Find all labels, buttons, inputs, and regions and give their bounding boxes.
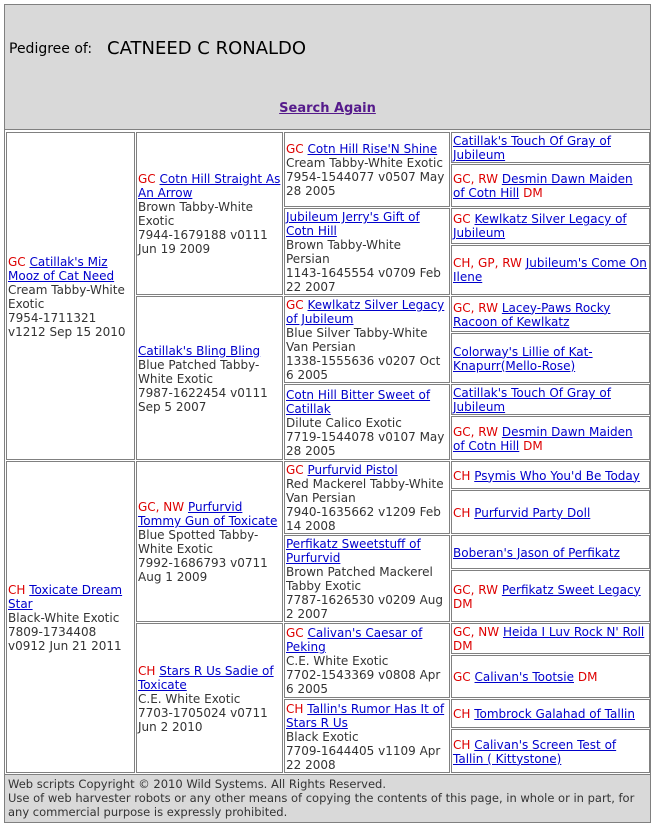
cat-link[interactable]: Kewlkatz Silver Legacy of Jubileum <box>286 298 445 326</box>
title-badge: GC <box>453 670 471 684</box>
cat-name-title: CATNEED C RONALDO <box>107 38 307 59</box>
color-text: Brown Tabby-White Persian <box>286 238 402 266</box>
pedigree-row <box>6 461 650 489</box>
color-text: Brown Tabby-White Exotic <box>138 200 254 228</box>
cat-link[interactable]: Boberan's Jason of Perfikatz <box>453 545 620 560</box>
gen4-cell <box>451 245 650 295</box>
color-text: Black-White Exotic <box>8 610 120 625</box>
gen2-cell <box>136 623 283 773</box>
gen4-cell <box>451 535 650 569</box>
dm-badge: DM <box>523 186 543 200</box>
cat-link[interactable]: Heida I Luv Rock N' Roll <box>502 625 645 639</box>
gen2-cell <box>136 461 283 622</box>
cat-link[interactable]: Perfikatz Sweet Legacy <box>501 582 641 597</box>
cat-link[interactable]: Stars R Us Sadie of Toxicate <box>138 663 274 692</box>
color-text: Red Mackerel Tabby-White Van Persian <box>286 477 444 505</box>
gen2-cell <box>136 296 283 460</box>
title-badge: GC, NW <box>453 625 500 639</box>
gen3-cell <box>284 132 450 207</box>
gen4-cell <box>451 296 650 332</box>
cat-link[interactable]: Tallin's Rumor Has It of Stars R Us <box>286 701 445 730</box>
title-badge: GC <box>286 142 304 156</box>
gen4-cell <box>451 132 650 163</box>
dm-badge: DM <box>577 670 598 684</box>
cat-link[interactable]: Calivan's Caesar of Peking <box>286 626 423 654</box>
registration-text: 1143-1645554 v0709 Feb 22 2007 <box>286 266 441 294</box>
dm-badge: DM <box>453 596 473 611</box>
color-text: Blue Silver Tabby-White Van Persian <box>286 326 428 354</box>
gen1-cell <box>6 132 135 460</box>
gen4-cell <box>451 164 650 207</box>
title-badge: GC, RW <box>453 300 499 315</box>
usage-notice: Use of web harvester robots or any other means of copying the contents of this page, in whole or in part, for any commercial purpose is expressly prohibited. <box>8 791 635 819</box>
registration-text: 7940-1635662 v1209 Feb 14 2008 <box>286 505 441 533</box>
registration-text: 7719-1544078 v0107 May 28 2005 <box>286 429 445 458</box>
title-badge: GC <box>286 463 304 477</box>
registration-text: 7709-1644405 v1109 Apr 22 2008 <box>286 743 441 772</box>
search-again-link[interactable]: Search Again <box>279 101 376 116</box>
cat-link[interactable]: Lacey-Paws Rocky Racoon of Kewlkatz <box>453 300 611 329</box>
footer <box>5 774 650 822</box>
cat-link[interactable]: Purfurvid Pistol <box>307 463 398 477</box>
gen2-cell <box>136 132 283 295</box>
color-text: Cream Tabby-White Exotic <box>8 282 125 311</box>
gen1-cell <box>6 461 135 773</box>
gen4-cell <box>451 416 650 460</box>
gen3-cell <box>284 699 450 773</box>
title-badge: CH <box>8 582 26 597</box>
cat-link[interactable]: Toxicate Dream Star <box>8 582 123 611</box>
cat-link[interactable]: Catillak's Touch Of Gray of Jubileum <box>453 386 611 414</box>
gen4-cell <box>451 570 650 622</box>
cat-link[interactable]: Calivan's Screen Test of Tallin ( Kittystone) <box>453 737 617 766</box>
title-badge: GC, NW <box>138 500 185 514</box>
color-text: Brown Patched Mackerel Tabby Exotic <box>286 565 433 593</box>
cat-link[interactable]: Desmin Dawn Maiden of Cotn Hill <box>453 424 633 453</box>
cat-link[interactable]: Catillak's Bling Bling <box>138 343 261 358</box>
registration-text: 7703-1705024 v0711 Jun 2 2010 <box>138 705 268 734</box>
gen4-cell <box>451 699 650 728</box>
title-badge: GC, RW <box>453 582 499 597</box>
gen3-cell <box>284 208 450 295</box>
color-text: Cream Tabby-White Exotic <box>286 156 443 170</box>
registration-text: 7987-1622454 v0111 Sep 5 2007 <box>138 385 268 414</box>
gen4-cell <box>451 623 650 654</box>
gen4-cell <box>451 208 650 244</box>
gen4-cell <box>451 490 650 534</box>
cat-link[interactable]: Jubileum Jerry's Gift of Cotn Hill <box>286 210 420 238</box>
gen3-cell <box>284 461 450 534</box>
gen3-cell <box>284 296 450 383</box>
registration-text: 7809-1734408 v0912 Jun 21 2011 <box>8 624 122 653</box>
gen3-cell <box>284 623 450 698</box>
dm-badge: DM <box>453 639 473 653</box>
cat-link[interactable]: Kewlkatz Silver Legacy of Jubileum <box>453 212 627 241</box>
pedigree-row <box>6 132 650 163</box>
pedigree-table <box>5 131 651 774</box>
registration-text: 7787-1626530 v0209 Aug 2 2007 <box>286 593 444 621</box>
copyright-text: Web scripts Copyright © 2010 Wild Systems. All Rights Reserved. <box>8 777 387 791</box>
dm-badge: DM <box>523 438 543 453</box>
cat-link[interactable]: Jubileum's Come On Ilene <box>453 256 647 285</box>
cat-link[interactable]: Psymis Who You'd Be Today <box>474 468 640 483</box>
title-badge: CH <box>453 505 471 520</box>
registration-text: 7992-1686793 v0711 Aug 1 2009 <box>138 556 268 584</box>
gen4-cell <box>451 461 650 489</box>
registration-text: 7954-1544077 v0507 May 28 2005 <box>286 170 445 198</box>
gen4-cell <box>451 655 650 698</box>
header-panel <box>5 5 650 130</box>
title-badge: CH <box>138 663 156 678</box>
title-badge: CH <box>453 468 471 483</box>
gen4-cell <box>451 384 650 415</box>
registration-text: 7944-1679188 v0111 Jun 19 2009 <box>138 228 268 256</box>
title-badge: GC <box>138 172 156 186</box>
registration-text: 7702-1543369 v0808 Apr 6 2005 <box>286 668 441 696</box>
gen3-cell <box>284 384 450 460</box>
gen3-cell <box>284 535 450 622</box>
color-text: Dilute Calico Exotic <box>286 415 402 430</box>
color-text: Blue Patched Tabby-White Exotic <box>138 357 260 386</box>
title-badge: CH <box>286 701 304 716</box>
cat-link[interactable]: Calivan's Tootsie <box>474 670 574 684</box>
registration-text: 1338-1555636 v0207 Oct 6 2005 <box>286 354 441 382</box>
cat-link[interactable]: Tombrock Galahad of Tallin <box>474 707 635 721</box>
title-badge: GC <box>453 212 471 227</box>
color-text: Blue Spotted Tabby-White Exotic <box>138 528 259 556</box>
cat-link[interactable]: Colorway's Lillie of Kat-Knapurr(Mello-Rose) <box>453 344 593 373</box>
pedigree-container <box>4 4 651 823</box>
registration-text: 7954-1711321 v1212 Sep 15 2010 <box>8 310 126 339</box>
cat-link[interactable]: Purfurvid Tommy Gun of Toxicate <box>138 500 278 528</box>
color-text: C.E. White Exotic <box>138 691 241 706</box>
cat-link[interactable]: Desmin Dawn Maiden of Cotn Hill <box>453 172 633 200</box>
cat-link[interactable]: Cotn Hill Straight As An Arrow <box>138 172 281 200</box>
cat-link[interactable]: Catillak's Touch Of Gray of Jubileum <box>453 134 611 162</box>
gen4-cell <box>451 729 650 773</box>
color-text: C.E. White Exotic <box>286 654 389 668</box>
cat-link[interactable]: Perfikatz Sweetstuff of Purfurvid <box>286 537 421 565</box>
title-badge: GC, RW <box>453 424 499 439</box>
title-badge: GC <box>8 254 26 269</box>
pedigree-label: Pedigree of: <box>9 41 93 57</box>
title-badge: CH <box>453 737 471 752</box>
title-badge: GC <box>286 626 304 640</box>
cat-link[interactable]: Catillak's Miz Mooz of Cat Need <box>8 254 115 283</box>
gen4-cell <box>451 333 650 383</box>
cat-link[interactable]: Cotn Hill Rise'N Shine <box>307 142 438 156</box>
color-text: Black Exotic <box>286 729 359 744</box>
title-badge: GC, RW <box>453 172 499 186</box>
cat-link[interactable]: Purfurvid Party Doll <box>474 505 591 520</box>
title-badge: GC <box>286 298 304 312</box>
title-badge: CH <box>453 707 471 721</box>
cat-link[interactable]: Cotn Hill Bitter Sweet of Catillak <box>286 387 431 416</box>
title-badge: CH, GP, RW <box>453 256 522 271</box>
